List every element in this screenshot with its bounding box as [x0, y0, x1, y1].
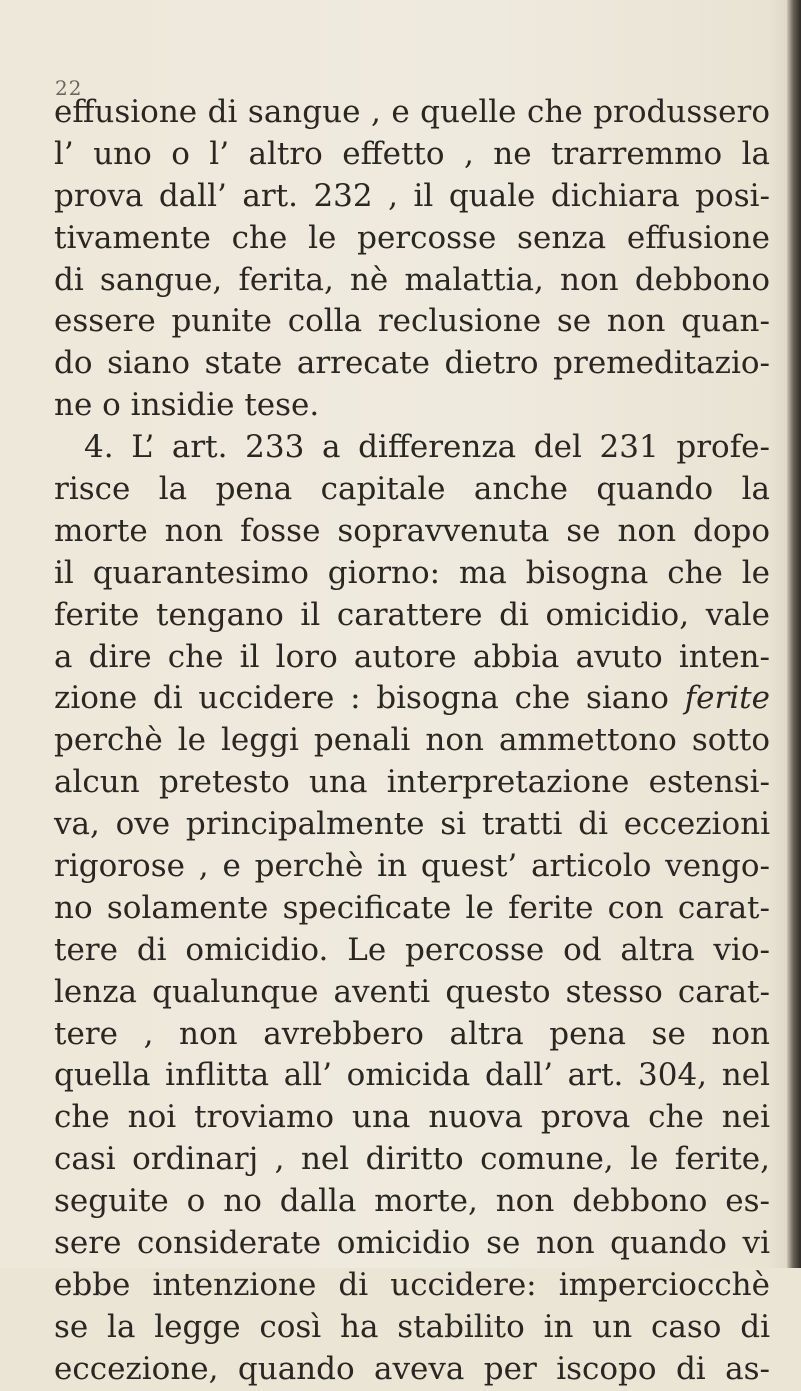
text-line: perchè le leggi penali non ammettono sotto [54, 722, 770, 759]
text-line: va, ove principalmente si tratti di eccezioni [54, 806, 770, 843]
text-line-with-italic [54, 678, 770, 720]
page-number: 22 [55, 76, 83, 100]
text-line: no solamente specificate le ferite con carat- [54, 889, 770, 926]
text-line: do siano state arrecate dietro premeditazio- [54, 345, 770, 382]
text-line: morte non fosse sopravvenuta se non dopo [54, 512, 770, 549]
book-binding-edge [787, 0, 801, 1268]
text-line: 4. L’ art. 233 a differenza del 231 profe- [84, 429, 770, 466]
text-line: se la legge così ha stabilito in un caso di [54, 1308, 770, 1345]
text-line: seguite o no dalla morte, non debbono es- [54, 1183, 770, 1220]
text-fragment: zione di uccidere : bisogna che siano [54, 680, 669, 717]
text-line: effusione di sangue , e quelle che produssero [54, 94, 770, 130]
text-line: che noi troviamo una nuova prova che nei [54, 1099, 770, 1136]
text-line: tere di omicidio. Le percosse od altra vio- [54, 931, 770, 968]
text-line: quella inflitta all’ omicida dall’ art. 304, nel [54, 1057, 770, 1094]
text-line: rigorose , e perchè in quest’ articolo vengo- [54, 848, 770, 885]
text-line: il quarantesimo giorno: ma bisogna che le [54, 554, 770, 591]
text-line: di sangue, ferita, nè malattia, non debbono [54, 261, 770, 298]
italic-word: ferite [684, 680, 770, 717]
text-line: ebbe intenzione di uccidere: imperciocchè [54, 1266, 770, 1303]
text-line: risce la pena capitale anche quando la [54, 471, 770, 508]
text-line: tivamente che le percosse senza effusione [54, 219, 770, 256]
text-line: eccezione, quando aveva per iscopo di as- [54, 1350, 770, 1387]
text-line: sere considerate omicidio se non quando vi [54, 1225, 770, 1262]
text-line: essere punite colla reclusione se non quan- [54, 303, 770, 340]
text-line: tere , non avrebbero altra pena se non [54, 1015, 770, 1052]
body-text [54, 92, 770, 1391]
text-line: alcun pretesto una interpretazione estensi- [54, 764, 770, 801]
text-line: ne o insidie tese. [54, 387, 320, 424]
text-line: l’ uno o l’ altro effetto , ne trarremmo la [54, 135, 770, 172]
text-line: ferite tengano il carattere di omicidio, vale [54, 596, 770, 633]
text-line: prova dall’ art. 232 , il quale dichiara posi- [54, 177, 770, 214]
text-line: lenza qualunque aventi questo stesso carat- [54, 973, 770, 1010]
text-line: casi ordinarj , nel diritto comune, le ferite, [54, 1141, 770, 1178]
text-line: a dire che il loro autore abbia avuto inten- [54, 638, 770, 675]
